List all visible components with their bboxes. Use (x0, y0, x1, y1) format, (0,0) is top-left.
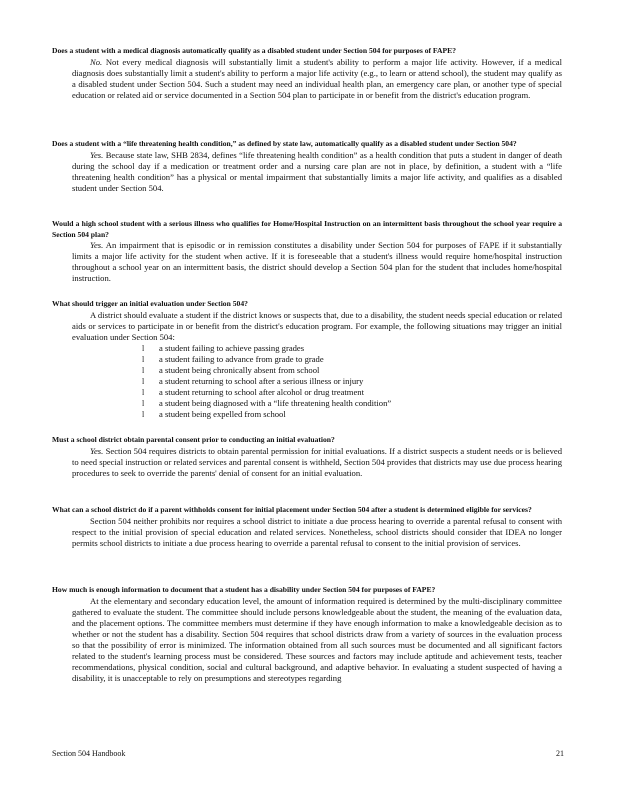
answer (52, 150, 562, 194)
list-item: l a student returning to school after a serious illness or injury (142, 376, 562, 387)
question: How much is enough information to document that a student has a disability under Section 504 for purposes of FAPE? (52, 585, 436, 594)
qa-consent-withheld (52, 505, 562, 549)
answer-text: An impairment that is episodic or in remission constitutes a disability under Section 504 for purposes of FAPE if it substantially limits a major life activity for the student when active. If it is foreseeable that a student's illness would require home/hospital instruction throughout a school year on an intermittent basis, the district should develop a Section 504 plan for the student that includes home/hospital instruction. (72, 240, 562, 284)
question: What can a school district do if a parent withholds consent for initial placement under Section 504 after a student is determined eligible for services? (52, 505, 532, 514)
answer: Section 504 neither prohibits nor requires a school district to initiate a due process hearing to override a parental refusal to consent with respect to the initial provision of special education and related services. Nonetheless, school districts should consider that IDEA no longer permits school districts to initiate a due process hearing to override a parental refusal to consent to the initial provision of services. (72, 515, 562, 548)
list-item: l a student being expelled from school (142, 409, 562, 420)
answer (52, 240, 562, 284)
qa-medical-diagnosis (52, 46, 562, 101)
answer: A district should evaluate a student if the district knows or suspects that, due to a disability, the student needs special education or related aids or services to participate in or benefit from the district's education program. For example, the following situations may trigger an initial evaluation under Section 504: (72, 309, 562, 342)
question: Does a student with a “life threatening health condition,” as defined by state law, automatically qualify as a disabled student under Section 504? (52, 139, 517, 148)
answer-text: Section 504 requires districts to obtain parental permission for initial evaluations. If a district suspects a student needs or is believed to need special instruction or related services and parental consent is withheld, Section 504 provides that districts may use due process hearing procedures to seek to override the parents' denial of consent for an initial evaluation. (72, 445, 562, 478)
list-item: l a student failing to advance from grade to grade (142, 354, 562, 365)
list-item: l a student failing to achieve passing grades (142, 343, 562, 354)
footer-title: Section 504 Handbook (52, 749, 126, 758)
list-item: l a student being diagnosed with a “life threatening health condition” (142, 398, 562, 409)
trigger-list (52, 343, 562, 421)
answer-lead: Yes. (90, 240, 104, 251)
list-item: l a student being chronically absent from school (142, 365, 562, 376)
question: Would a high school student with a serious illness who qualifies for Home/Hospital Instruction on an intermittent basis throughout the school year require a Section 504 plan? (52, 219, 562, 239)
page-number: 21 (556, 749, 564, 758)
qa-home-hospital-instruction (52, 219, 562, 285)
qa-documentation (52, 585, 562, 684)
qa-initial-evaluation-trigger (52, 299, 562, 421)
answer (52, 446, 562, 479)
qa-life-threatening-condition (52, 139, 562, 194)
question: What should trigger an initial evaluation under Section 504? (52, 299, 248, 308)
question: Must a school district obtain parental consent prior to conducting an initial evaluation? (52, 435, 335, 444)
answer-text: Not every medical diagnosis will substantially limit a student's ability to perform a major life activity. However, if a medical diagnosis does substantially limit a student's ability to perform a major life activity (e.g., to learn or attend school), the student may qualify as a disabled student under Section 504. Such a student may need an individual health plan, an emergency care plan, or another type of special education or related aid or service documented in a Section 504 plan to participate in or benefit from the district's education program. (72, 56, 562, 100)
list-item: l a student returning to school after alcohol or drug treatment (142, 387, 562, 398)
answer: At the elementary and secondary education level, the amount of information required is determined by the multi-disciplinary committee gathered to evaluate the student. The committee should include persons knowledgeable about the student, the meaning of the evaluation data, and the placement options. The committee members must determine if they have enough information to make a knowledgeable decision as to whether or not the student has a disability. Section 504 requires that school districts draw from a variety of sources in the evaluation process so that the possibility of error is minimized. The information obtained from all such sources must be documented and all significant factors related to the student's learning process must be considered. These sources and factors may include aptitude and achievement tests, teacher recommendations, physical condition, social and cultural background, and adaptive behavior. In evaluating a student suspected of having a disability, it is unacceptable to rely on presumptions and stereotypes regarding (72, 595, 562, 684)
answer (52, 57, 562, 101)
answer-text: Because state law, SHB 2834, defines “life threatening health condition” as a health condition that puts a student in danger of death during the school day if a medication or treatment order and a nursing care plan are not in place, by definition, a student with a “life threatening health condition” has a physical or mental impairment that substantially limits a major life activity, and qualifies as a disabled student under Section 504. (72, 149, 562, 193)
answer-lead: Yes. (90, 445, 104, 456)
question: Does a student with a medical diagnosis automatically qualify as a disabled student under Section 504 for purposes of FAPE? (52, 46, 456, 55)
answer-lead: No. (90, 56, 103, 67)
qa-parental-consent (52, 435, 562, 479)
answer-lead: Yes. (90, 149, 104, 160)
